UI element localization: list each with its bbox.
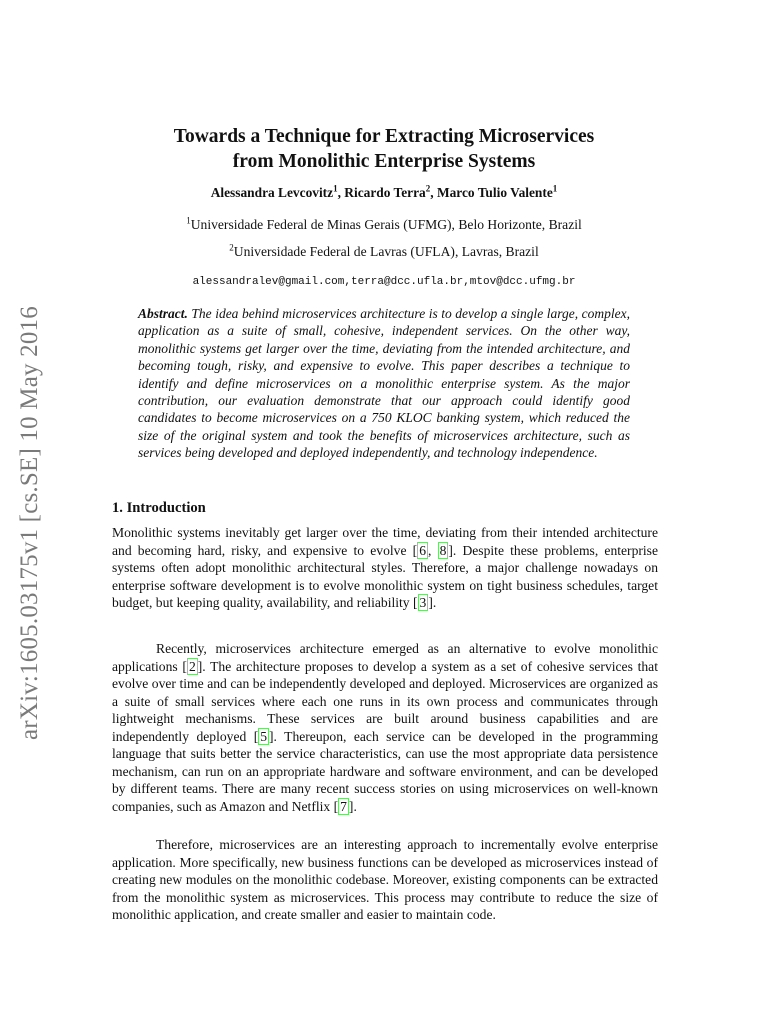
abstract-label: Abstract. (138, 306, 188, 321)
citation-link[interactable]: 6 (419, 542, 426, 558)
abstract (138, 305, 630, 462)
paragraph-text: , (427, 542, 438, 558)
title-line-1: Towards a Technique for Extracting Microservices (173, 126, 595, 147)
author-separator: , (430, 185, 437, 200)
paragraph-text: ]. The architecture proposes to develop a system as a set of cohesive services that evolve over time and can be independently developed and deployed. Microservices are organized as a suite of small services where each one runs in its own process and communicates through lightweight mechanisms. These services are built around business capabilities and are independently deployed [ (112, 658, 658, 744)
author-list (100, 184, 668, 202)
section-heading-introduction: 1. Introduction (112, 500, 206, 516)
intro-paragraph-2 (112, 640, 658, 815)
paragraph-text: ]. Thereupon, each service can be developed in the programming language that suits better the service characteristics, can use the most appropriate data persistence mechanism, can run on an appropriate hardware and software environment, and can be developed by different teams. There are many recent success stories on using microservices on well-known companies, such as Amazon and Netflix [ (112, 728, 658, 814)
citation-link[interactable]: 3 (419, 595, 427, 610)
citation-link[interactable]: 7 (340, 798, 347, 814)
affiliation-2 (100, 243, 668, 261)
author-affiliation-mark: 2 (425, 183, 431, 194)
paragraph-text: ]. Despite these problems, enterprise systems often adopt monolithic architectural styles. Therefore, a major challenge nowadays on enterprise software development is to evolve monolithic system on tight business schedules, target budget, but keeping quality, availability, and reliability [ (112, 542, 659, 610)
affiliation-text: Universidade Federal de Lavras (UFLA), Lavras, Brazil (233, 244, 539, 259)
paragraph-text: Monolithic systems inevitably get larger over the time, deviating from their intended architecture and becoming hard, risky, and expensive to evolve [ (112, 525, 658, 558)
paragraph-text: ]. (348, 798, 357, 814)
affiliation-text: Universidade Federal de Minas Gerais (UFMG), Belo Horizonte, Brazil (190, 217, 582, 232)
title-line-2: from Monolithic Enterprise Systems (232, 151, 536, 172)
abstract-text: The idea behind microservices architecture is to develop a single large, complex, application as a suite of small, cohesive, independent services. On the other way, monolithic systems get larger over the time, deviating from the intended architecture, and becoming tough, risky, and expensive to evolve. This paper describes a technique to identify and define microservices on a monolithic enterprise system. As the major contribution, our evaluation demonstrate that our approach could identify good candidates to become microservices on a 750 KLOC banking system, which reduced the size of the original system and took the benefits of microservices architecture, such as services being developed and deployed independently, and technology independence. (138, 306, 631, 461)
affiliation-mark: 1 (186, 215, 191, 226)
arxiv-identifier[interactable]: arXiv:1605.03175v1 [cs.SE] 10 May 2016 (16, 306, 43, 740)
intro-paragraph-3: Therefore, microservices are an interesting approach to incrementally evolve enterprise application. More specifically, new business functions can be developed as microservices instead of creating new modules on the monolithic codebase. Moreover, existing components can be extracted from the monolithic system as microservices. This process may contribute to reduce the size of monolithic application, and create smaller and easier to maintain code. (112, 837, 658, 922)
paragraph-text: ]. (428, 595, 437, 610)
author-name: Ricardo Terra (344, 185, 426, 200)
citation-link[interactable]: 2 (188, 658, 196, 674)
affiliation-mark: 2 (229, 242, 234, 253)
author-affiliation-mark: 1 (333, 183, 338, 194)
author-emails: alessandralev@gmail.com,terra@dcc.ufla.br,mtov@dcc.ufmg.br (192, 276, 576, 288)
intro-paragraph-1 (112, 524, 658, 612)
author-affiliation-mark: 1 (552, 183, 558, 194)
author-separator: , (337, 185, 345, 200)
paper-title (100, 124, 668, 174)
citation-link[interactable]: 5 (260, 728, 268, 744)
affiliation-1 (100, 216, 668, 234)
paragraph-text: Recently, microservices architecture emerged as an alternative to evolve monolithic applications [ (112, 641, 658, 674)
author-name: Marco Tulio Valente (436, 185, 553, 200)
author-name: Alessandra Levcovitz (210, 185, 334, 200)
citation-link[interactable]: 8 (439, 542, 447, 558)
